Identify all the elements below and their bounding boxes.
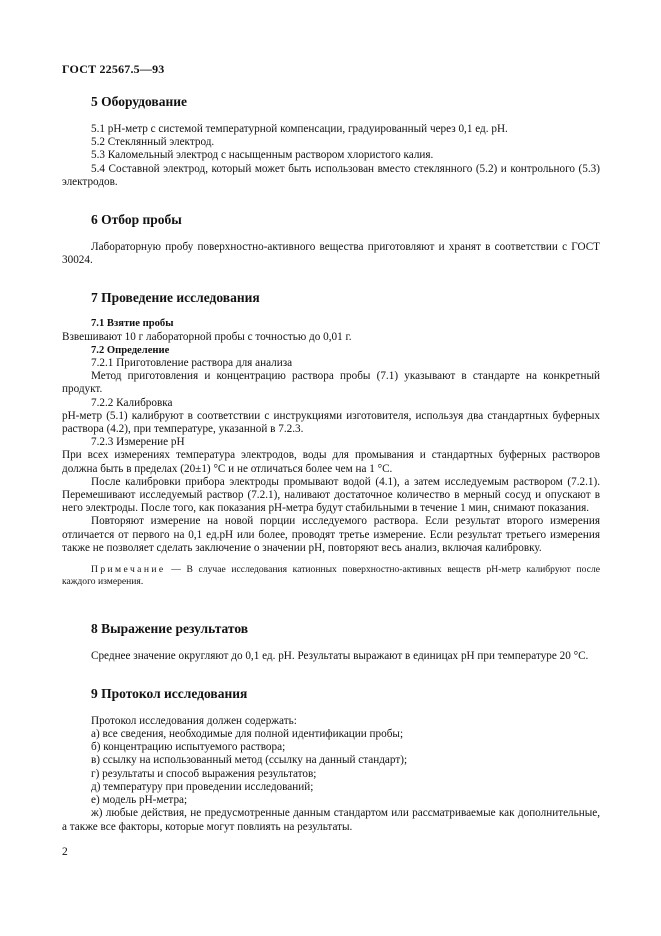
section-8 [62, 621, 600, 663]
section-8-title: 8 Выражение результатов [91, 620, 249, 636]
paragraph-5-3: 5.3 Каломельный электрод с насыщенным раствором хлористого калия. [91, 149, 434, 162]
paragraph-8-1: Среднее значение округляют до 0,1 ед. pH. Результаты выражают в единицах pH при температуре 20 °С. [91, 649, 589, 662]
section-9 [62, 686, 600, 834]
section-7 [62, 290, 600, 588]
page-header: ГОСТ 22567.5—93 [62, 62, 165, 76]
note [62, 564, 600, 588]
paragraph-7-2-1-text: Метод приготовления и концентрацию раствора пробы (7.1) указывают в стандарте на конкретный продукт. [62, 370, 600, 396]
list-item: д) температуру при проведении исследований; [91, 780, 314, 793]
section-5-title: 5 Оборудование [91, 94, 188, 109]
list-item: б) концентрацию испытуемого раствора; [91, 741, 286, 754]
list-item: е) модель pH-метра; [91, 794, 188, 807]
paragraph-6-1: Лабораторную пробу поверхностно-активного вещества приготовляют и хранят в соответствии с ГОСТ 30024. [62, 241, 600, 267]
paragraph-5-4: 5.4 Составной электрод, который может быть использован вместо стеклянного (5.2) и контрольного (5.3) электродов. [62, 162, 600, 188]
paragraph-7-2-1-title: 7.2.1 Приготовление раствора для анализа [91, 357, 293, 370]
section-6 [62, 212, 600, 267]
note-text: — В случае исследования катионных поверхностно-активных веществ pH-метр калибруют после каждого измерения. [62, 564, 600, 588]
section-7-title: 7 Проведение исследования [91, 290, 260, 306]
list-item: г) результаты и способ выражения результатов; [91, 767, 317, 780]
section-6-title: 6 Отбор пробы [91, 212, 182, 228]
paragraph-7-2-3-title: 7.2.3 Измерение pH [91, 436, 185, 449]
paragraph-7-2-2-text: pH-метр (5.1) калибруют в соответствии с инструкциями изготовителя, используя два стандартных буферных раствора (4.2), при температуре, указанной в 7.2.3. [62, 409, 600, 436]
page-number: 2 [62, 846, 68, 858]
list-item: ж) любые действия, не предусмотренные данным стандартом или рассматриваемые как дополнительные, а также все факторы, которые могут повлиять на результаты. [62, 807, 600, 833]
page-content [62, 94, 600, 834]
subsection-7-2-title: 7.2 Определение [91, 344, 170, 356]
note-label: Примечание [91, 564, 166, 576]
list-item: в) ссылку на использованный метод (ссылку на данный стандарт); [91, 754, 408, 767]
paragraph-7-2-3-rinse: После калибровки прибора электроды промывают водой (4.1), а затем исследуемым раствором (7.2.1). Перемешивают исследуемый раствор (7.2.1), наливают достаточное количество в мерный сосуд и опускают в него электроды. После того, как показания pH-метра будут стабильными в течение 1 мин, снимают показания. [62, 475, 600, 515]
list-item: а) все сведения, необходимые для полной идентификации пробы; [91, 728, 404, 741]
section-5 [62, 94, 600, 189]
paragraph-9-intro: Протокол исследования должен содержать: [91, 714, 297, 727]
section-9-title: 9 Протокол исследования [91, 685, 248, 701]
paragraph-7-2-3-text: При всех измерениях температура электродов, воды для промывания и стандартных буферных растворов должна быть в пределах (20±1) °С и не отличаться более чем на 1 °С. [62, 449, 600, 475]
paragraph-7-2-3-repeat: Повторяют измерение на новой порции исследуемого раствора. Если результат второго измерения отличается от первого на 0,1 ед.pH или более, проводят третье измерение. Если результат третьего измерения также не позволяет сделать заключение о значении pH, повторяют весь анализ, включая калибровку. [62, 515, 600, 554]
paragraph-5-2: 5.2 Стеклянный электрод. [91, 136, 215, 149]
subsection-7-1-title: 7.1 Взятие пробы [91, 318, 174, 330]
paragraph-5-1: 5.1 pH-метр с системой температурной компенсации, градуированный через 0,1 ед. pH. [91, 123, 508, 135]
paragraph-7-2-2-title: 7.2.2 Калибровка [91, 396, 173, 409]
paragraph-7-1: Взвешивают 10 г лабораторной пробы с точностью до 0,01 г. [62, 330, 352, 343]
